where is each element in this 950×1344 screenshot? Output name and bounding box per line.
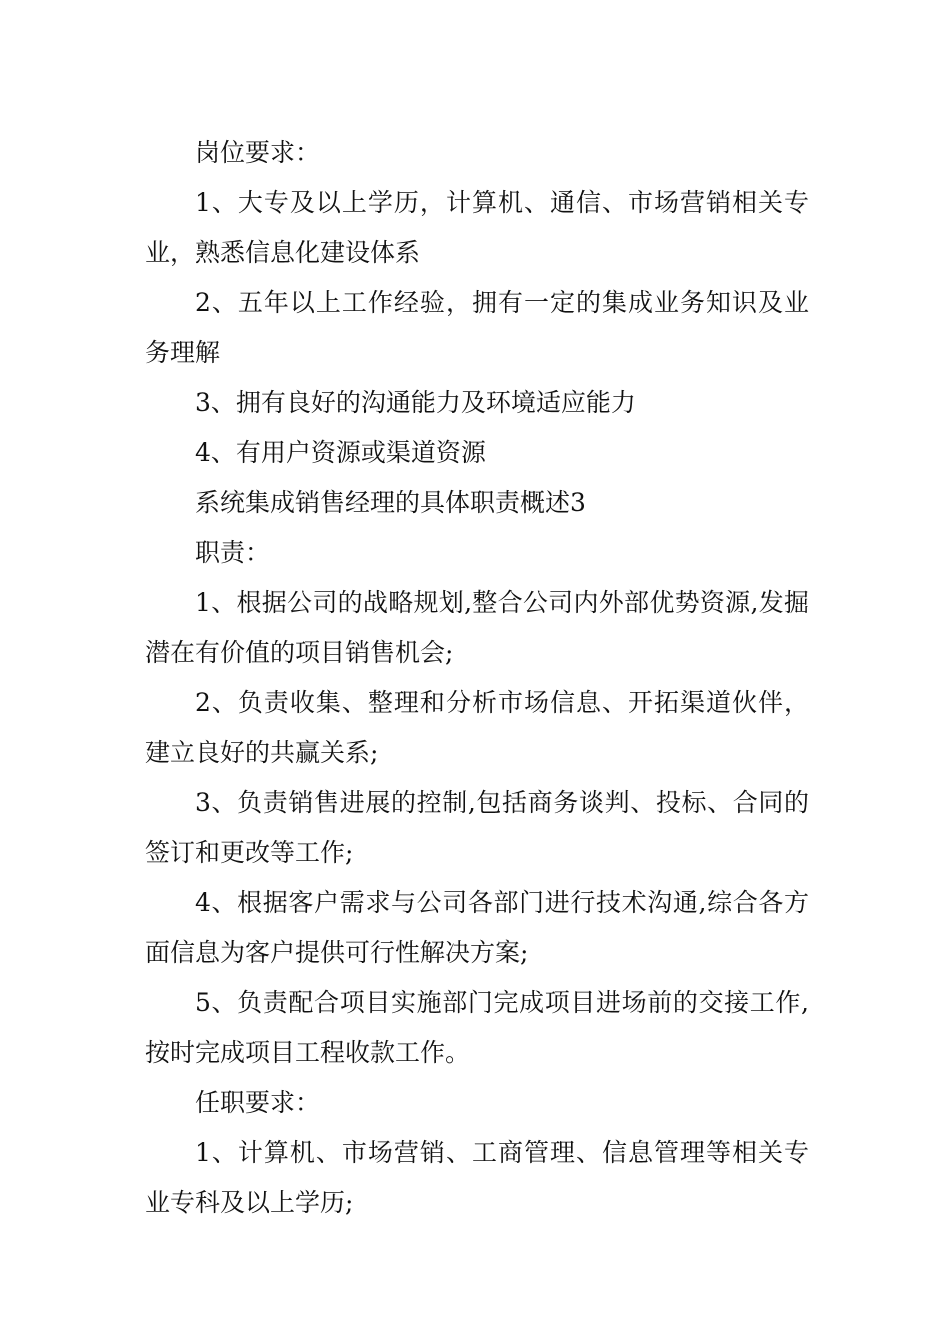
- qualification-item-1: 1、计算机、市场营销、工商管理、信息管理等相关专业专科及以上学历;: [145, 1138, 809, 1217]
- requirement-item-2: 2、五年以上工作经验，拥有一定的集成业务知识及业务理解: [145, 288, 809, 367]
- heading-duties: 职责：: [195, 538, 271, 567]
- duty-item-1: 1、根据公司的战略规划,整合公司内外部优势资源,发掘潜在有价值的项目销售机会;: [145, 588, 809, 667]
- requirement-item-4: 4、有用户资源或渠道资源: [195, 438, 486, 467]
- requirement-item-3: 3、拥有良好的沟通能力及环境适应能力: [195, 388, 636, 417]
- heading-job-requirements: 岗位要求：: [195, 138, 321, 167]
- duty-item-3: 3、负责销售进展的控制,包括商务谈判、投标、合同的签订和更改等工作;: [145, 788, 809, 867]
- duty-item-4: 4、根据客户需求与公司各部门进行技术沟通,综合各方面信息为客户提供可行性解决方案;: [145, 888, 809, 967]
- duty-item-5: 5、负责配合项目实施部门完成项目进场前的交接工作,按时完成项目工程收款工作。: [145, 988, 809, 1067]
- duty-item-2: 2、负责收集、整理和分析市场信息、开拓渠道伙伴，建立良好的共赢关系;: [145, 688, 809, 767]
- document-body: [145, 128, 809, 1228]
- section-title: 系统集成销售经理的具体职责概述3: [195, 488, 586, 517]
- requirement-item-1: 1、大专及以上学历，计算机、通信、市场营销相关专业，熟悉信息化建设体系: [145, 188, 809, 267]
- heading-qualifications: 任职要求：: [195, 1088, 321, 1117]
